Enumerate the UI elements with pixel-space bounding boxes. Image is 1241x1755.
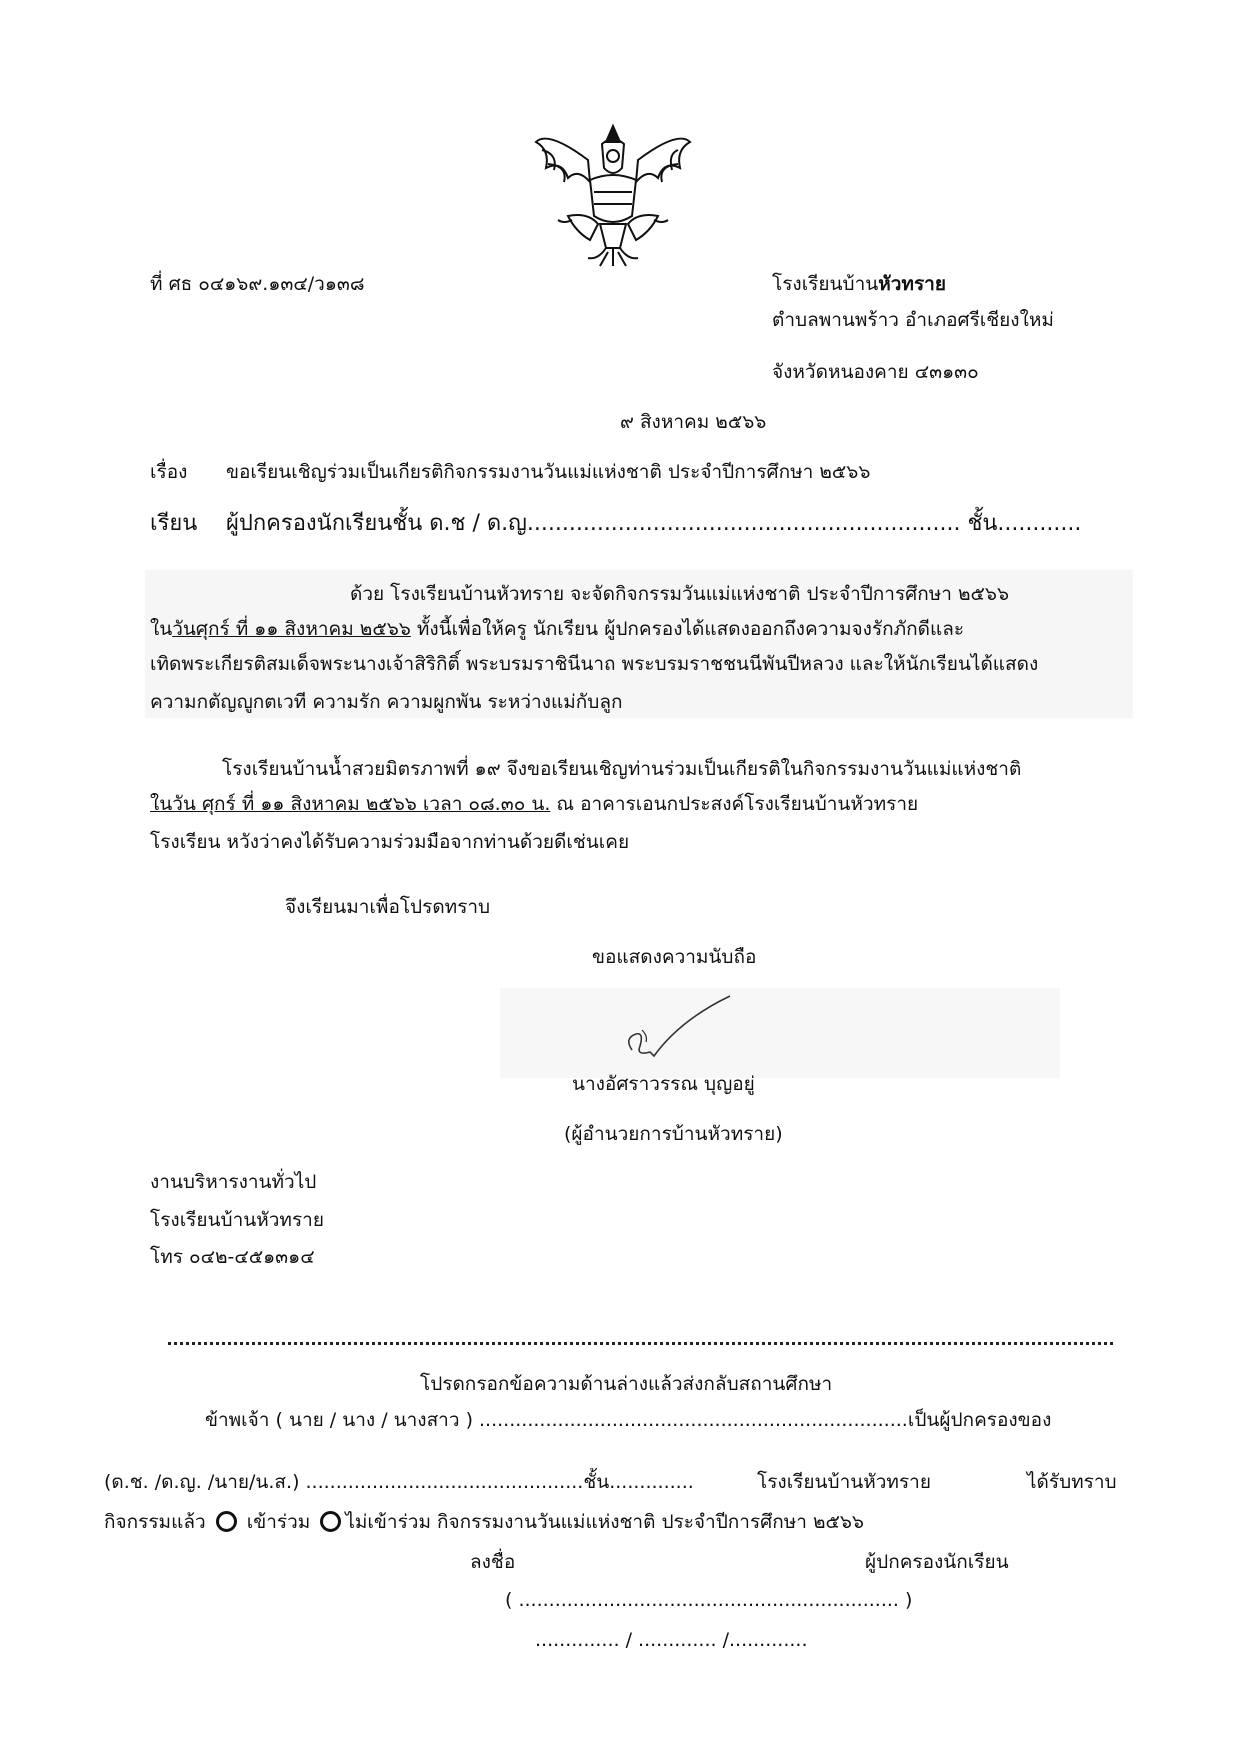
school-name xyxy=(772,272,946,296)
not-attend-radio[interactable] xyxy=(320,1511,341,1532)
signature-background xyxy=(500,988,1060,1078)
name-line: ( ............................................................... ) xyxy=(505,1589,913,1611)
reply-instruction: โปรดกรอกข้อความด้านล่างแล้วส่งกลับสถานศึกษา xyxy=(420,1373,833,1395)
address-line-2: จังหวัดหนองคาย ๔๓๑๓๐ xyxy=(772,361,979,383)
attend-radio[interactable] xyxy=(216,1511,237,1532)
signature xyxy=(620,990,740,1070)
reply-line-1: ข้าพเจ้า ( นาย / นาง / นางสาว ) .......................................................................เป็นผู้ปกครองของ xyxy=(205,1409,1052,1431)
attend-label: เข้าร่วม xyxy=(246,1511,311,1533)
recipient-text: ผู้ปกครองนักเรียนชั้น ด.ช / ด.ญ.............................................................. ชั้น............ xyxy=(226,511,1082,536)
paragraph-1-line-2-post: ทั้งนี้เพื่อให้ครู นักเรียน ผู้ปกครองได้แสดงออกถึงความจงรักภักดีและ xyxy=(410,618,965,640)
paragraph-1-line-1: ด้วย โรงเรียนบ้านหัวทราย จะจัดกิจกรรมวันแม่แห่งชาติ ประจำปีการศึกษา ๒๕๖๖ xyxy=(350,583,1010,605)
paragraph-2-line-2 xyxy=(150,792,918,816)
letter-date: ๙ สิงหาคม ๒๕๖๖ xyxy=(620,411,767,433)
paragraph-1-line-2-pre: ใน xyxy=(150,618,173,640)
school-name-prefix: โรงเรียนบ้าน xyxy=(772,273,879,295)
paragraph-1-line-2 xyxy=(150,617,964,641)
date-line: .............. / ............. /............. xyxy=(535,1629,808,1651)
paragraph-2-line-3: โรงเรียน หวังว่าคงได้รับความร่วมมือจากท่านด้วยดีเช่นเคย xyxy=(150,831,630,853)
contact-school: โรงเรียนบ้านหัวทราย xyxy=(150,1209,324,1231)
signer-title: (ผู้อำนวยการบ้านหัวทราย) xyxy=(564,1123,783,1145)
paragraph-2-line-2-post: ณ อาคารเอนกประสงค์โรงเรียนบ้านหัวทราย xyxy=(550,793,919,815)
contact-department: งานบริหารงานทั่วไป xyxy=(150,1171,317,1193)
signer-name: นางอัศราวรรณ บุญอยู่ xyxy=(572,1073,755,1095)
school-name-bold: หัวทราย xyxy=(878,273,946,295)
event-time-underlined: ในวัน ศุกร์ ที่ ๑๑ สิงหาคม ๒๕๖๖ เวลา ๐๘.๓๐ น. xyxy=(150,793,551,815)
garuda-emblem xyxy=(528,120,698,270)
reply-line-2-left: (ด.ช. /ด.ญ. /นาย/น.ส.) ..............................................ชั้น.............. xyxy=(104,1471,694,1493)
recipient-label: เรียน xyxy=(150,511,198,536)
reply-line-2-school: โรงเรียนบ้านหัวทราย xyxy=(757,1471,931,1493)
sign-role: ผู้ปกครองนักเรียน xyxy=(865,1551,1009,1573)
paragraph-2-line-1: โรงเรียนบ้านน้ำสวยมิตรภาพที่ ๑๙ จึงขอเรียนเชิญท่านร่วมเป็นเกียรติในกิจกรรมงานวันแม่แห่งชาติ xyxy=(222,758,1022,780)
subject-text: ขอเรียนเชิญร่วมเป็นเกียรติกิจกรรมงานวันแม่แห่งชาติ ประจำปีการศึกษา ๒๕๖๖ xyxy=(226,461,871,483)
contact-phone: โทร ๐๔๒-๔๕๑๓๑๔ xyxy=(150,1246,315,1268)
cut-line xyxy=(168,1342,1113,1345)
reply-line-3-a: กิจกรรมแล้ว xyxy=(104,1511,206,1533)
regards: ขอแสดงความนับถือ xyxy=(592,946,757,968)
address-line-1: ตำบลพานพร้าว อำเภอศรีเชียงใหม่ xyxy=(772,309,1054,331)
paragraph-1-line-4: ความกตัญญูกตเวที ความรัก ความผูกพัน ระหว่างแม่กับลูก xyxy=(150,691,623,713)
not-attend-label: ไม่เข้าร่วม กิจกรรมงานวันแม่แห่งชาติ ประจำปีการศึกษา ๒๕๖๖ xyxy=(345,1511,864,1533)
event-date-underlined: วันศุกร์ ที่ ๑๑ สิงหาคม ๒๕๖๖ xyxy=(172,618,411,640)
reference-number: ที่ ศธ ๐๔๑๖๙.๑๓๔/ว๑๓๘ xyxy=(150,273,365,295)
subject-label: เรื่อง xyxy=(150,461,188,483)
reply-line-3 xyxy=(104,1510,864,1534)
sign-label: ลงชื่อ xyxy=(470,1551,516,1573)
paragraph-1-line-3: เทิดพระเกียรติสมเด็จพระนางเจ้าสิริกิติ์ พระบรมราชินีนาถ พระบรมราชชนนีพันปีหลวง และให้นักเรียนได้แสดง xyxy=(150,653,1039,675)
closing-line: จึงเรียนมาเพื่อโปรดทราบ xyxy=(285,896,491,918)
reply-line-2-ack: ได้รับทราบ xyxy=(1027,1471,1117,1493)
